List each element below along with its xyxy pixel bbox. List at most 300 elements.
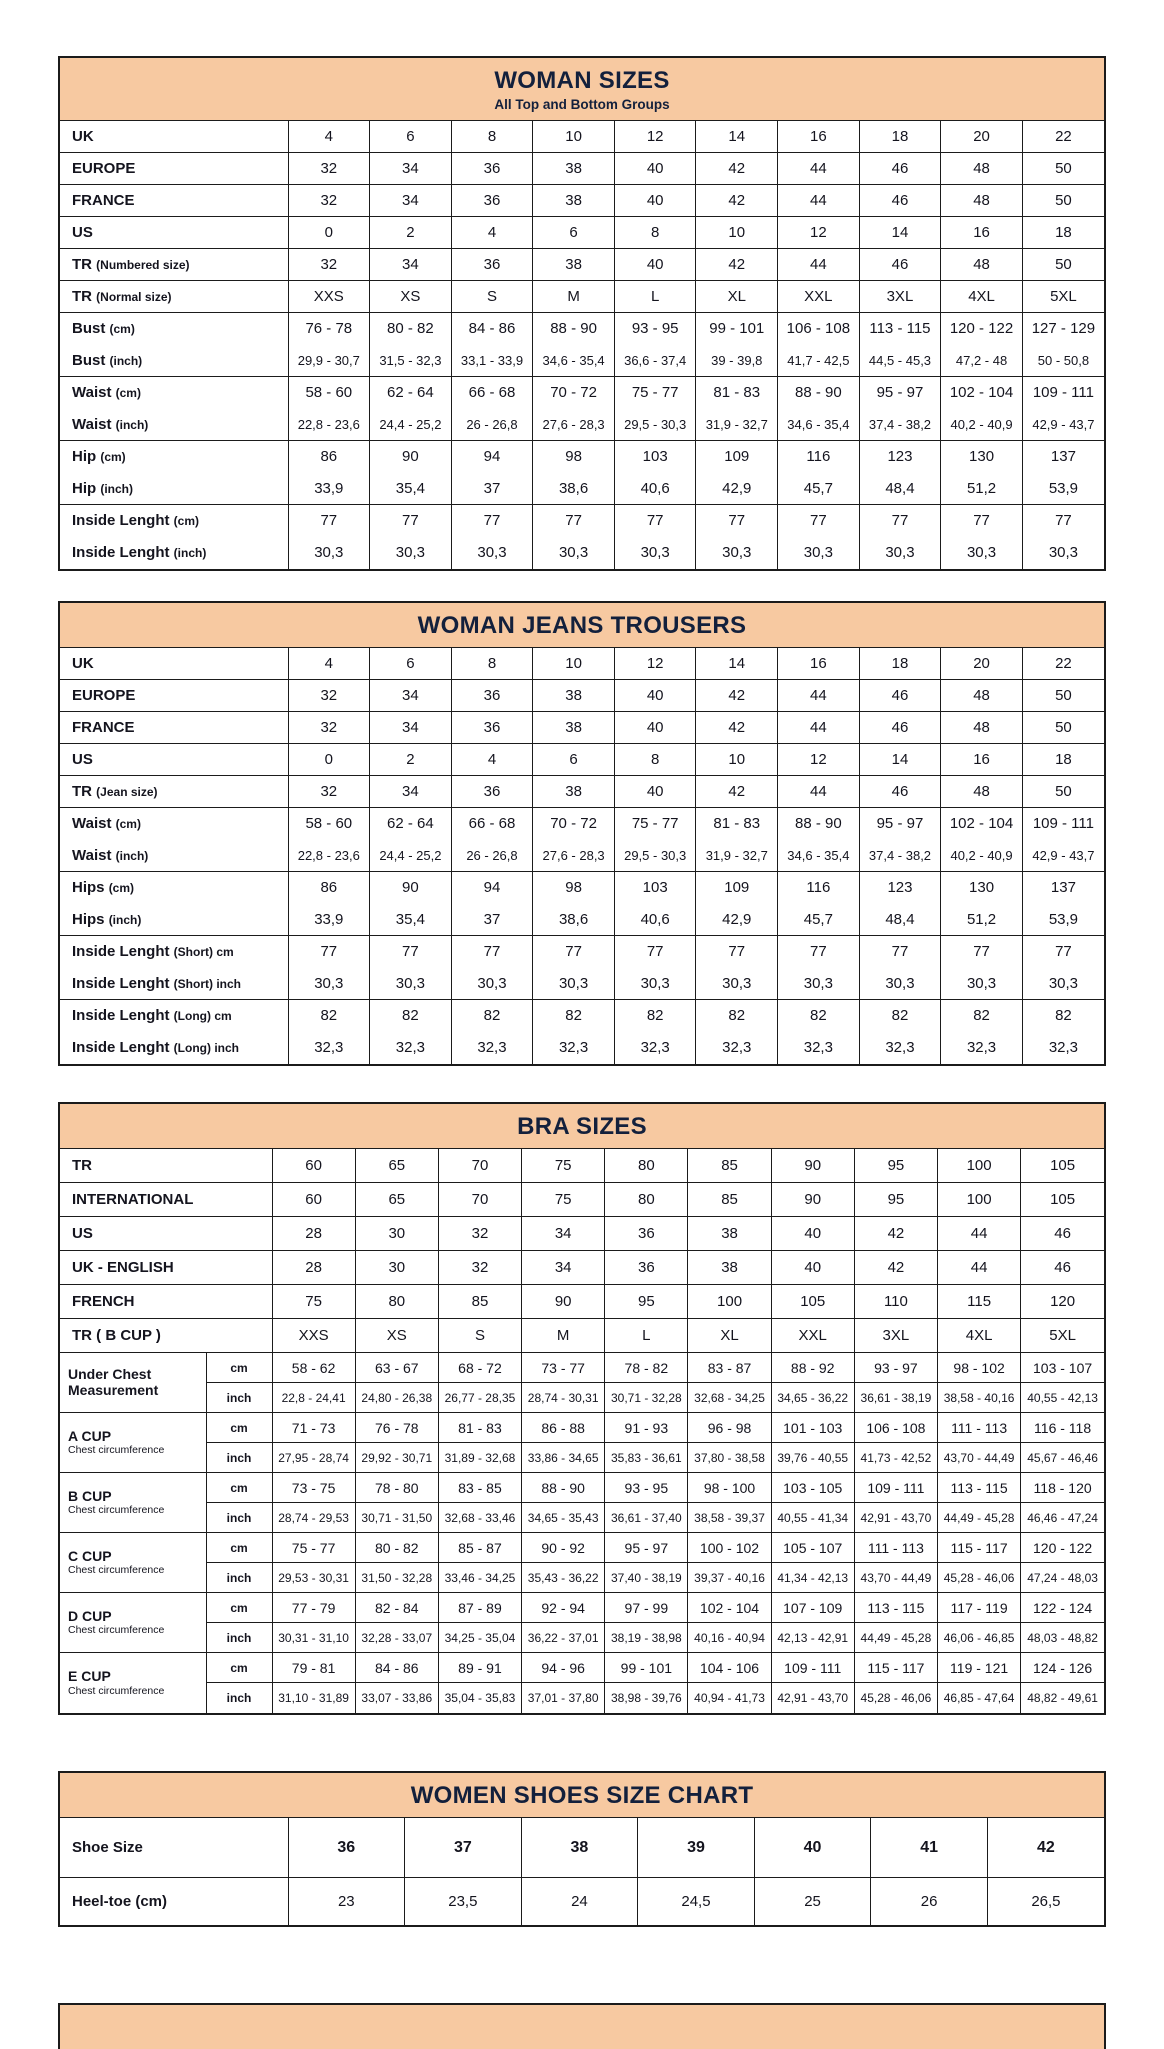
bra-group-name: C CUP	[68, 1547, 112, 1564]
row-label: TR ( B CUP )	[72, 1327, 161, 1345]
size-value-cell: 40	[754, 1818, 871, 1878]
bra-cm-value-cell: 118 - 120	[1021, 1473, 1104, 1503]
size-value-cell: 95 - 97	[859, 377, 941, 409]
woman-sizes-grid	[60, 120, 1104, 569]
size-value-cell: 44	[778, 153, 860, 185]
row-label: UK	[72, 655, 94, 673]
size-value-cell: 42,9 - 43,7	[1022, 409, 1104, 441]
bra-cm-value-cell: 106 - 108	[854, 1413, 937, 1443]
bra-inch-value-cell: 45,67 - 46,46	[1021, 1443, 1104, 1473]
size-value-cell: 77	[451, 505, 533, 537]
size-value-cell: 40	[614, 712, 696, 744]
woman-sizes-title: WOMAN SIZES	[494, 67, 670, 94]
bra-cm-value-cell: 84 - 86	[355, 1653, 438, 1683]
row-label-cell	[60, 776, 288, 808]
bra-inch-value-cell: 35,04 - 35,83	[438, 1683, 521, 1713]
table-row	[60, 281, 1104, 313]
bra-inch-value-cell: 45,28 - 46,06	[854, 1683, 937, 1713]
size-value-cell: 76 - 78	[288, 313, 370, 345]
bra-inch-value-cell: 37,80 - 38,58	[688, 1443, 771, 1473]
size-value-cell: 77	[941, 505, 1023, 537]
bra-inch-value-cell: 47,24 - 48,03	[1021, 1563, 1104, 1593]
size-value-cell: 32,3	[533, 1032, 615, 1064]
bra-group-name: B CUP	[68, 1487, 112, 1504]
row-label: Hips	[72, 910, 105, 928]
row-label-cell	[60, 249, 288, 281]
size-value-cell: 95	[854, 1149, 937, 1183]
bra-inch-value-cell: 34,25 - 35,04	[438, 1623, 521, 1653]
size-value-cell: 18	[1022, 744, 1104, 776]
size-value-cell: 34	[370, 153, 452, 185]
bra-inch-value-cell: 26,77 - 28,35	[438, 1383, 521, 1413]
size-value-cell: 98	[533, 441, 615, 473]
row-label-note: (inch)	[100, 481, 134, 496]
size-value-cell: 26	[871, 1878, 988, 1925]
unit-label-cm: cm	[206, 1353, 272, 1383]
size-value-cell: 82	[451, 1000, 533, 1032]
size-value-cell: 77	[859, 505, 941, 537]
size-value-cell: 82	[859, 1000, 941, 1032]
bra-group-subtitle: Chest circumference	[68, 1444, 165, 1457]
size-value-cell: 110	[854, 1285, 937, 1319]
size-value-cell: 45,7	[778, 904, 860, 936]
size-value-cell: 37	[405, 1818, 522, 1878]
size-value-cell: 16	[778, 648, 860, 680]
size-value-cell: 109	[696, 441, 778, 473]
size-value-cell: 30,3	[614, 968, 696, 1000]
row-label-cell	[60, 648, 288, 680]
bra-inch-value-cell: 29,92 - 30,71	[355, 1443, 438, 1473]
size-value-cell: 30,3	[451, 537, 533, 569]
size-value-cell: XXL	[771, 1319, 854, 1353]
size-value-cell: 30,3	[859, 968, 941, 1000]
size-value-cell: 33,9	[288, 473, 370, 505]
bra-sizes-header	[60, 1104, 1104, 1149]
bra-group-label-cell	[60, 1353, 206, 1413]
bra-cm-value-cell: 82 - 84	[355, 1593, 438, 1623]
size-value-cell: 4XL	[938, 1319, 1021, 1353]
row-label: FRANCE	[72, 192, 135, 210]
bra-cm-value-cell: 83 - 85	[438, 1473, 521, 1503]
table-row	[60, 808, 1104, 840]
row-label-cell	[60, 1285, 272, 1319]
table-row	[60, 121, 1104, 153]
size-value-cell: 127 - 129	[1022, 313, 1104, 345]
unit-label-inch: inch	[206, 1383, 272, 1413]
bra-group-inch-row	[60, 1443, 1104, 1473]
bra-inch-value-cell: 36,61 - 37,40	[605, 1503, 688, 1533]
size-value-cell: 20	[941, 121, 1023, 153]
size-value-cell: 40	[614, 249, 696, 281]
row-label: Inside Lenght	[72, 544, 170, 562]
row-label-cell	[60, 1183, 272, 1217]
women-shoes-table	[58, 1771, 1106, 1927]
size-value-cell: 40,2 - 40,9	[941, 840, 1023, 872]
size-value-cell: 42	[696, 776, 778, 808]
size-value-cell: 105	[1021, 1149, 1104, 1183]
size-value-cell: 77	[614, 936, 696, 968]
row-label-note: (inch)	[108, 912, 142, 927]
row-label-cell	[60, 1818, 288, 1878]
bra-inch-value-cell: 38,19 - 38,98	[605, 1623, 688, 1653]
bra-group-cm-row	[60, 1353, 1104, 1383]
size-value-cell: 22,8 - 23,6	[288, 409, 370, 441]
size-value-cell: 53,9	[1022, 904, 1104, 936]
bra-cm-value-cell: 79 - 81	[272, 1653, 355, 1683]
bra-cm-value-cell: 113 - 115	[938, 1473, 1021, 1503]
size-value-cell: 82	[370, 1000, 452, 1032]
bra-cm-value-cell: 103 - 107	[1021, 1353, 1104, 1383]
size-value-cell: 6	[370, 121, 452, 153]
size-value-cell: 34,6 - 35,4	[778, 409, 860, 441]
size-value-cell: 8	[614, 217, 696, 249]
size-value-cell: 51,2	[941, 904, 1023, 936]
size-value-cell: 90	[370, 872, 452, 904]
size-value-cell: 120 - 122	[941, 313, 1023, 345]
unit-label-inch: inch	[206, 1683, 272, 1713]
size-value-cell: 53,9	[1022, 473, 1104, 505]
size-value-cell: 38	[533, 776, 615, 808]
bra-cm-value-cell: 78 - 80	[355, 1473, 438, 1503]
size-value-cell: 46	[1021, 1217, 1104, 1251]
size-value-cell: XS	[370, 281, 452, 313]
size-value-cell: 44	[938, 1251, 1021, 1285]
size-value-cell: 8	[451, 121, 533, 153]
table-row	[60, 441, 1104, 473]
size-value-cell: 37,4 - 38,2	[859, 840, 941, 872]
size-value-cell: 137	[1022, 872, 1104, 904]
size-value-cell: 35,4	[370, 473, 452, 505]
size-value-cell: 38	[533, 249, 615, 281]
size-value-cell: 34	[522, 1251, 605, 1285]
size-value-cell: 42	[987, 1818, 1104, 1878]
bra-inch-value-cell: 42,91 - 43,70	[854, 1503, 937, 1533]
row-label: US	[72, 751, 93, 769]
size-value-cell: 40	[614, 680, 696, 712]
bra-group-subtitle: Chest circumference	[68, 1684, 165, 1697]
row-label: EUROPE	[72, 160, 136, 178]
size-value-cell: 24,5	[638, 1878, 755, 1925]
size-value-cell: 30,3	[370, 968, 452, 1000]
size-value-cell: 8	[451, 648, 533, 680]
size-value-cell: 16	[941, 744, 1023, 776]
row-label-cell	[60, 153, 288, 185]
size-value-cell: 4XL	[941, 281, 1023, 313]
size-value-cell: S	[438, 1319, 521, 1353]
row-label: Bust	[72, 351, 106, 369]
woman-jeans-table	[58, 601, 1106, 1066]
size-value-cell: 44	[778, 680, 860, 712]
bra-cm-value-cell: 92 - 94	[522, 1593, 605, 1623]
row-label-cell	[60, 1032, 288, 1064]
size-value-cell: 48	[941, 680, 1023, 712]
row-label-note: (cm)	[115, 817, 141, 832]
size-value-cell: 77	[370, 936, 452, 968]
row-label: TR	[72, 783, 92, 801]
bra-inch-value-cell: 46,06 - 46,85	[938, 1623, 1021, 1653]
bra-cm-value-cell: 93 - 95	[605, 1473, 688, 1503]
row-label-cell	[60, 1000, 288, 1032]
row-label: Hip	[72, 479, 97, 497]
size-value-cell: 36	[451, 680, 533, 712]
size-value-cell: 30,3	[778, 968, 860, 1000]
size-value-cell: 34	[370, 249, 452, 281]
size-value-cell: 51,2	[941, 473, 1023, 505]
size-value-cell: 77	[941, 936, 1023, 968]
size-value-cell: 109 - 111	[1022, 808, 1104, 840]
bra-inch-value-cell: 31,50 - 32,28	[355, 1563, 438, 1593]
size-value-cell: 30,3	[941, 537, 1023, 569]
row-label: Waist	[72, 846, 112, 864]
size-value-cell: 42	[696, 153, 778, 185]
bra-cm-value-cell: 71 - 73	[272, 1413, 355, 1443]
size-value-cell: 105	[771, 1285, 854, 1319]
size-value-cell: 90	[522, 1285, 605, 1319]
row-label-cell	[60, 904, 288, 936]
row-label: Inside Lenght	[72, 512, 170, 530]
row-label: TR	[72, 1157, 92, 1175]
row-label: Inside Lenght	[72, 1039, 170, 1057]
size-value-cell: 82	[941, 1000, 1023, 1032]
bra-inch-value-cell: 39,37 - 40,16	[688, 1563, 771, 1593]
table-row	[60, 1032, 1104, 1064]
size-value-cell: 38	[521, 1818, 638, 1878]
size-value-cell: 102 - 104	[941, 808, 1023, 840]
size-value-cell: 37,4 - 38,2	[859, 409, 941, 441]
size-value-cell: 26 - 26,8	[451, 409, 533, 441]
bra-inch-value-cell: 30,71 - 31,50	[355, 1503, 438, 1533]
bra-cm-value-cell: 58 - 62	[272, 1353, 355, 1383]
row-label-cell	[60, 121, 288, 153]
size-value-cell: 93 - 95	[614, 313, 696, 345]
size-value-cell: 30,3	[1022, 537, 1104, 569]
size-value-cell: 12	[778, 217, 860, 249]
table-row	[60, 968, 1104, 1000]
size-value-cell: 137	[1022, 441, 1104, 473]
table-row	[60, 153, 1104, 185]
size-value-cell: 77	[696, 936, 778, 968]
size-value-cell: 24	[521, 1878, 638, 1925]
size-value-cell: 32,3	[778, 1032, 860, 1064]
bra-group-name: D CUP	[68, 1607, 112, 1624]
size-value-cell: 18	[859, 648, 941, 680]
row-label: TR	[72, 288, 92, 306]
size-value-cell: 38	[533, 185, 615, 217]
size-value-cell: 88 - 90	[778, 377, 860, 409]
row-label-cell	[60, 345, 288, 377]
size-value-cell: 65	[355, 1149, 438, 1183]
table-row	[60, 1000, 1104, 1032]
size-value-cell: 50	[1022, 249, 1104, 281]
size-value-cell: 32,3	[370, 1032, 452, 1064]
bra-inch-value-cell: 28,74 - 29,53	[272, 1503, 355, 1533]
bra-cm-value-cell: 107 - 109	[771, 1593, 854, 1623]
bra-inch-value-cell: 28,74 - 30,31	[522, 1383, 605, 1413]
bra-cm-value-cell: 90 - 92	[522, 1533, 605, 1563]
size-value-cell: 34,6 - 35,4	[778, 840, 860, 872]
size-value-cell: 5XL	[1021, 1319, 1104, 1353]
bra-inch-value-cell: 46,46 - 47,24	[1021, 1503, 1104, 1533]
row-label-note: (inch)	[115, 417, 149, 432]
size-value-cell: 4	[288, 648, 370, 680]
size-value-cell: 25	[754, 1878, 871, 1925]
woman-sizes-subtitle: All Top and Bottom Groups	[494, 96, 670, 112]
bra-cm-value-cell: 111 - 113	[938, 1413, 1021, 1443]
size-value-cell: 0	[288, 744, 370, 776]
size-value-cell: 44	[778, 776, 860, 808]
size-value-cell: 18	[859, 121, 941, 153]
size-value-cell: 22	[1022, 648, 1104, 680]
size-value-cell: 81 - 83	[696, 808, 778, 840]
row-label: UK - ENGLISH	[72, 1259, 174, 1277]
size-value-cell: 16	[778, 121, 860, 153]
size-value-cell: 94	[451, 441, 533, 473]
size-value-cell: 88 - 90	[533, 313, 615, 345]
size-value-cell: 77	[451, 936, 533, 968]
size-value-cell: 5XL	[1022, 281, 1104, 313]
row-label: FRENCH	[72, 1293, 135, 1311]
row-label: Shoe Size	[72, 1839, 143, 1857]
row-label: US	[72, 224, 93, 242]
size-value-cell: 30,3	[533, 968, 615, 1000]
size-value-cell: 65	[355, 1183, 438, 1217]
size-value-cell: 90	[370, 441, 452, 473]
table-row	[60, 648, 1104, 680]
size-value-cell: 34	[370, 680, 452, 712]
size-value-cell: 77	[288, 505, 370, 537]
bra-inch-value-cell: 36,61 - 38,19	[854, 1383, 937, 1413]
size-value-cell: 44	[778, 712, 860, 744]
bra-group-name: A CUP	[68, 1427, 112, 1444]
bra-cm-value-cell: 105 - 107	[771, 1533, 854, 1563]
unit-label-cm: cm	[206, 1593, 272, 1623]
table-row	[60, 1818, 1104, 1878]
size-value-cell: 32	[288, 153, 370, 185]
size-value-cell: 37	[451, 473, 533, 505]
bra-sizes-title: BRA SIZES	[517, 1112, 647, 1140]
size-value-cell: 95	[605, 1285, 688, 1319]
woman-jeans-title: WOMAN JEANS TROUSERS	[417, 611, 747, 639]
bra-cm-value-cell: 103 - 105	[771, 1473, 854, 1503]
bra-cm-value-cell: 95 - 97	[605, 1533, 688, 1563]
bra-inch-value-cell: 44,49 - 45,28	[938, 1503, 1021, 1533]
size-value-cell: 38,6	[533, 473, 615, 505]
size-value-cell: 27,6 - 28,3	[533, 840, 615, 872]
size-value-cell: 30,3	[288, 537, 370, 569]
size-value-cell: 2	[370, 744, 452, 776]
table-row	[60, 377, 1104, 409]
size-value-cell: 42	[854, 1251, 937, 1285]
size-value-cell: 38	[533, 712, 615, 744]
bra-group-inch-row	[60, 1563, 1104, 1593]
size-value-cell: 62 - 64	[370, 377, 452, 409]
row-label: Inside Lenght	[72, 1007, 170, 1025]
size-value-cell: 24,4 - 25,2	[370, 409, 452, 441]
size-value-cell: 95	[854, 1183, 937, 1217]
row-label-note: (cm)	[109, 322, 135, 337]
row-label-note: (Short) cm	[173, 945, 234, 960]
size-value-cell: 42,9	[696, 473, 778, 505]
size-value-cell: 58 - 60	[288, 808, 370, 840]
table-row	[60, 1878, 1104, 1925]
size-value-cell: 48	[941, 185, 1023, 217]
size-value-cell: 4	[288, 121, 370, 153]
size-value-cell: 50 - 50,8	[1022, 345, 1104, 377]
size-value-cell: 28	[272, 1251, 355, 1285]
size-value-cell: 50	[1022, 776, 1104, 808]
size-value-cell: 32	[288, 776, 370, 808]
row-label: Bust	[72, 320, 106, 338]
size-value-cell: 31,9 - 32,7	[696, 840, 778, 872]
size-value-cell: 30	[355, 1217, 438, 1251]
size-value-cell: 10	[696, 744, 778, 776]
table-row	[60, 776, 1104, 808]
size-value-cell: 44	[778, 185, 860, 217]
bra-cm-value-cell: 115 - 117	[854, 1653, 937, 1683]
size-value-cell: 77	[288, 936, 370, 968]
size-value-cell: 32,3	[696, 1032, 778, 1064]
row-label-note: (Normal size)	[96, 290, 172, 305]
size-value-cell: 32	[438, 1251, 521, 1285]
size-value-cell: 90	[771, 1149, 854, 1183]
size-value-cell: 116	[778, 872, 860, 904]
size-value-cell: 70	[438, 1149, 521, 1183]
size-value-cell: 123	[859, 872, 941, 904]
bra-inch-value-cell: 30,31 - 31,10	[272, 1623, 355, 1653]
size-value-cell: 75	[522, 1183, 605, 1217]
unit-label-inch: inch	[206, 1623, 272, 1653]
size-value-cell: 46	[859, 185, 941, 217]
size-value-cell: 66 - 68	[451, 377, 533, 409]
bra-cm-value-cell: 98 - 100	[688, 1473, 771, 1503]
unit-label-inch: inch	[206, 1563, 272, 1593]
size-value-cell: 32	[288, 249, 370, 281]
size-value-cell: 0	[288, 217, 370, 249]
table-row	[60, 313, 1104, 345]
size-value-cell: 95 - 97	[859, 808, 941, 840]
table-row	[60, 185, 1104, 217]
size-value-cell: 28	[272, 1217, 355, 1251]
woman-jeans-header	[60, 603, 1104, 648]
size-value-cell: 34	[522, 1217, 605, 1251]
size-value-cell: 18	[1022, 217, 1104, 249]
size-value-cell: 48,4	[859, 904, 941, 936]
bra-inch-value-cell: 38,58 - 40,16	[938, 1383, 1021, 1413]
size-value-cell: 39	[638, 1818, 755, 1878]
size-value-cell: 4	[451, 217, 533, 249]
bra-cm-value-cell: 111 - 113	[854, 1533, 937, 1563]
size-value-cell: 6	[533, 217, 615, 249]
row-label-cell	[60, 1217, 272, 1251]
bra-cm-value-cell: 122 - 124	[1021, 1593, 1104, 1623]
bra-inch-value-cell: 31,10 - 31,89	[272, 1683, 355, 1713]
row-label-cell	[60, 744, 288, 776]
bra-inch-value-cell: 35,83 - 36,61	[605, 1443, 688, 1473]
size-value-cell: 30,3	[941, 968, 1023, 1000]
row-label-note: (Jean size)	[96, 785, 158, 800]
row-label-cell	[60, 936, 288, 968]
women-shoes-header	[60, 1773, 1104, 1818]
bra-inch-value-cell: 36,22 - 37,01	[522, 1623, 605, 1653]
size-value-cell: 30,3	[533, 537, 615, 569]
size-value-cell: 12	[614, 121, 696, 153]
size-value-cell: M	[522, 1319, 605, 1353]
size-value-cell: 30,3	[696, 968, 778, 1000]
size-value-cell: 120	[1021, 1285, 1104, 1319]
size-value-cell: 60	[272, 1183, 355, 1217]
bra-cm-value-cell: 119 - 121	[938, 1653, 1021, 1683]
size-value-cell: 36	[451, 249, 533, 281]
